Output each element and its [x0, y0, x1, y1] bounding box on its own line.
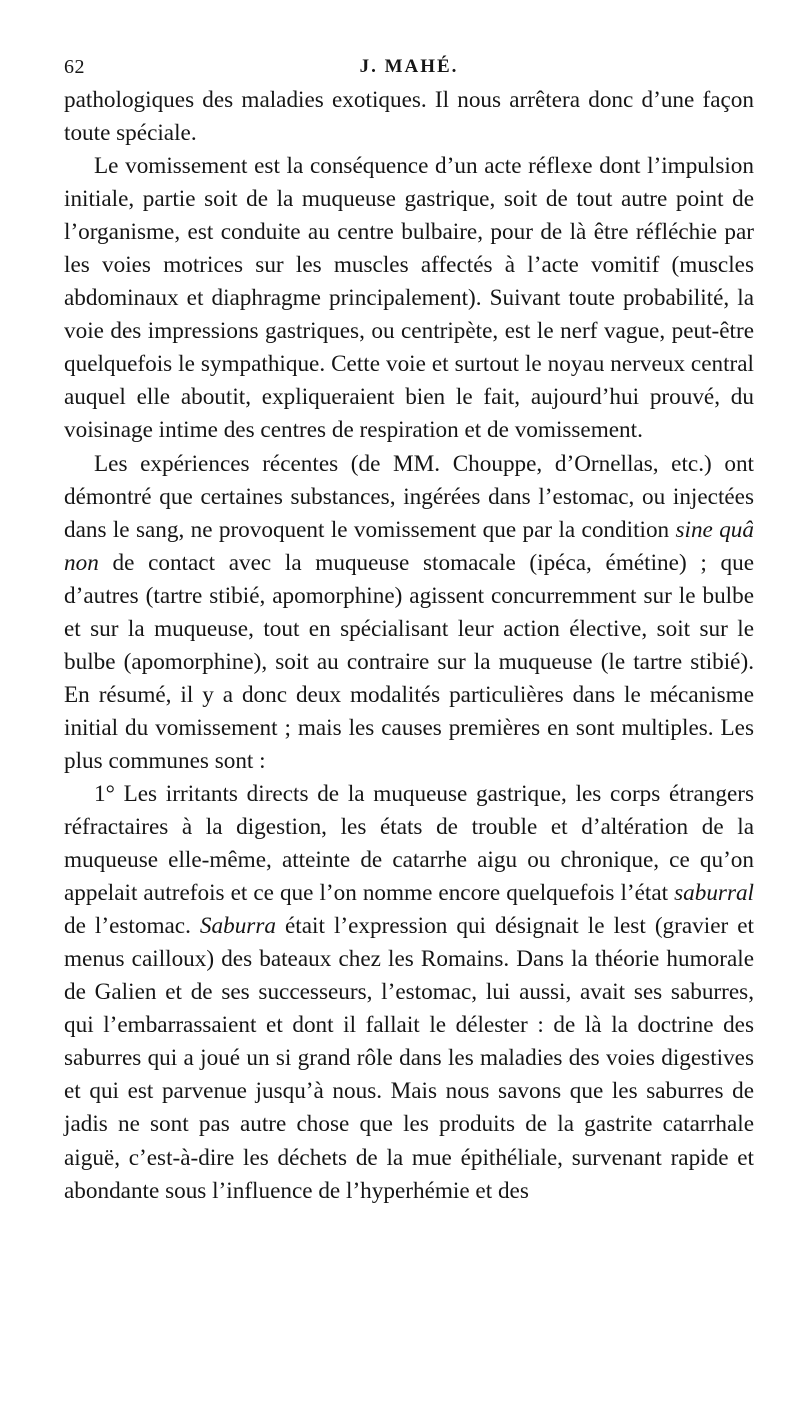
paragraph-causes-1: [64, 778, 754, 1208]
running-head: J. MAHÉ.: [359, 56, 459, 77]
paragraph-text: de contact avec la muqueuse stomacale (ipéca, émétine) ; que d’autres (tartre stibié, apomorphine) agissent concurremment sur le bulbe et sur la muqueuse, tout en spécialisant leur action élective, soit sur le bulbe (apomorphine), soit au contraire sur la muqueuse (le tartre stibié). En résumé, il y a donc deux modalités particulières dans le mécanisme initial du vomissement ; mais les causes premières en sont multiples. Les plus communes sont :: [64, 549, 754, 774]
italic-term: saburral: [674, 880, 754, 907]
body-text: [64, 84, 754, 1208]
page-header: [64, 56, 754, 86]
paragraph-experiments: [64, 448, 754, 778]
paragraph-text: de l’estomac.: [64, 913, 200, 940]
page-number: 62: [64, 56, 85, 78]
italic-phrase: sine quâ non: [64, 516, 754, 576]
paragraph-text: 1° Les irritants directs de la muqueuse gastrique, les corps étrangers réfractaires à la digestion, les états de trouble et d’altération de la muqueuse elle-même, atteinte de catarrhe aigu ou chronique, ce qu’on appelait autrefois et ce que l’on nomme encore quelquefois l’état: [64, 780, 754, 907]
paragraph-vomiting-reflex: Le vomissement est la conséquence d’un acte réflexe dont l’impulsion initiale, partie soit de la muqueuse gastrique, soit de tout autre point de l’organisme, est conduite au centre bulbaire, pour de là être réfléchie par les voies motrices sur les muscles affectés à l’acte vomitif (muscles abdominaux et diaphragme principalement). Suivant toute probabilité, la voie des impressions gastriques, ou centripète, est le nerf vague, peut-être quelquefois le sympathique. Cette voie et surtout le noyau nerveux central auquel elle aboutit, expliqueraient bien le fait, aujourd’hui prouvé, du voisinage intime des centres de respiration et de vomissement.: [64, 153, 754, 444]
paragraph-continued: pathologiques des maladies exotiques. Il nous arrêtera donc d’une façon toute spéciale.: [64, 87, 754, 147]
italic-term: Saburra: [199, 913, 276, 940]
paragraph-text: était l’expression qui désignait le lest (gravier et menus cailloux) des bateaux chez les Romains. Dans la théorie humorale de Galien et de ses successeurs, l’estomac, lui aussi, avait ses saburres, qui l’embarrassaient et dont il fallait le délester : de là la doctrine des saburres qui a joué un si grand rôle dans les maladies des voies digestives et qui est parvenue jusqu’à nous. Mais nous savons que les saburres de jadis ne sont pas autre chose que les produits de la gastrite catarrhale aiguë, c’est-à-dire les déchets de la mue épithéliale, survenant rapide et abondante sous l’influence de l’hyperhémie et des: [64, 913, 754, 1204]
paragraph-text: Les expériences récentes (de MM. Chouppe, d’Ornellas, etc.) ont démontré que certaines substances, ingérées dans l’estomac, ou injectées dans le sang, ne provoquent le vomissement que par la condition: [64, 450, 754, 543]
